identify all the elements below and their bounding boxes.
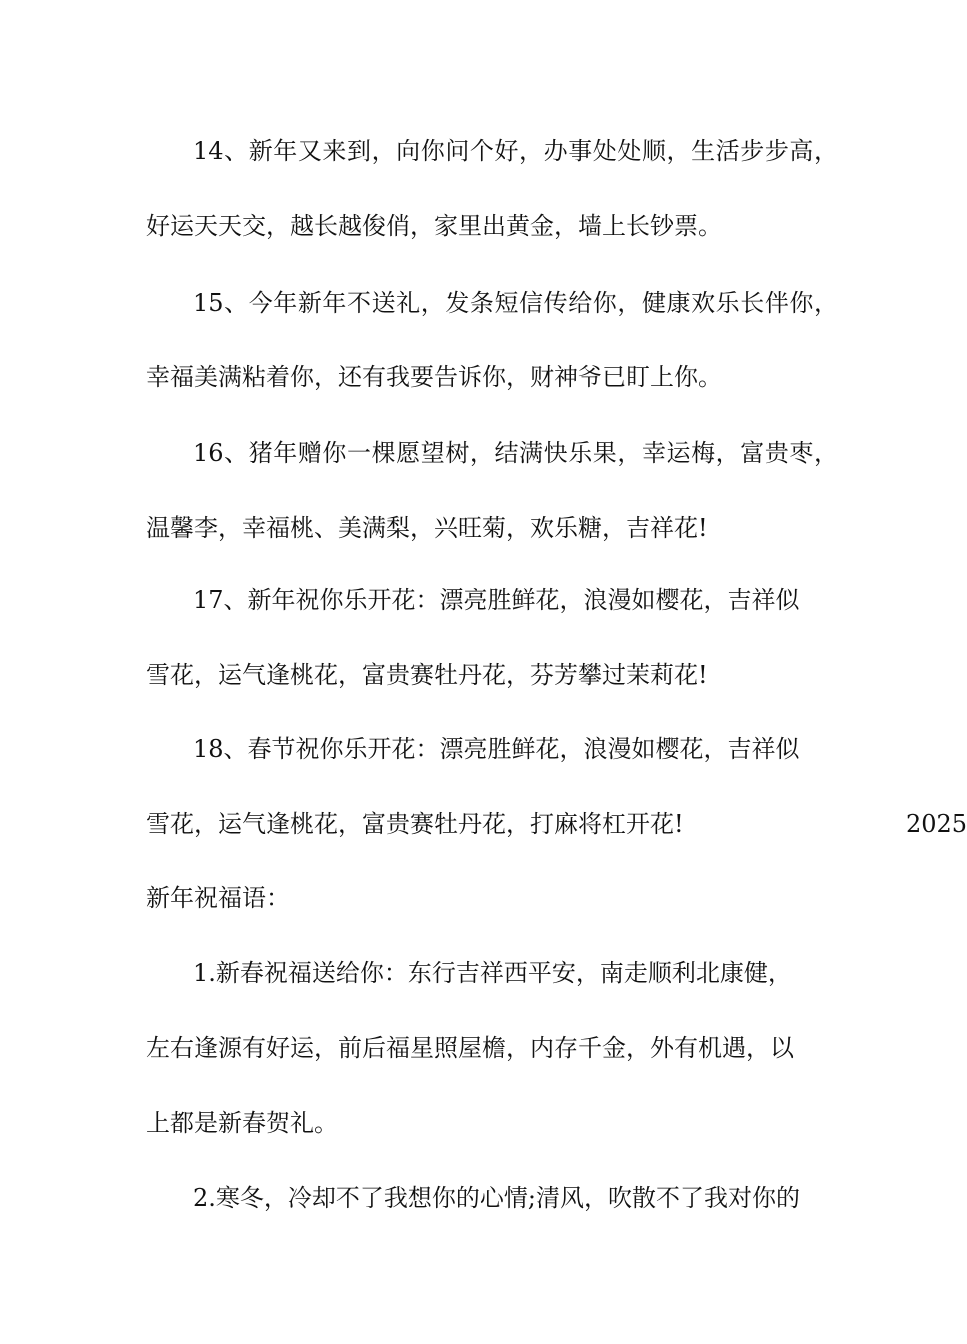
text-line-4: 幸福美满粘着你，还有我要告诉你，财神爷已盯上你。	[146, 363, 722, 391]
text-line-14: 上都是新春贺礼。	[146, 1109, 338, 1137]
text-line-10-body: 雪花，运气逢桃花，富贵赛牡丹花，打麻将杠开花!	[146, 810, 684, 838]
text-line-5: 16、猪年赠你一棵愿望树，结满快乐果，幸运梅，富贵枣，	[193, 439, 838, 467]
text-line-7: 17、新年祝你乐开花：漂亮胜鲜花，浪漫如樱花，吉祥似	[193, 586, 800, 614]
text-line-13: 左右逢源有好运，前后福星照屋檐，内存千金，外有机遇，以	[146, 1034, 794, 1062]
text-line-12: 1.新春祝福送给你：东行吉祥西平安，南走顺利北康健，	[193, 959, 792, 987]
text-line-15: 2.寒冬，冷却不了我想你的心情;清风，吹散不了我对你的	[193, 1184, 800, 1212]
text-line-1: 14、新年又来到，向你问个好，办事处处顺，生活步步高，	[193, 137, 838, 165]
text-line-11: 新年祝福语：	[146, 884, 290, 912]
text-line-9: 18、春节祝你乐开花：漂亮胜鲜花，浪漫如樱花，吉祥似	[193, 735, 800, 763]
text-line-3: 15、今年新年不送礼，发条短信传给你，健康欢乐长伴你，	[193, 289, 838, 317]
text-line-8: 雪花，运气逢桃花，富贵赛牡丹花，芬芳攀过茉莉花!	[146, 661, 708, 689]
year-number: 2025	[906, 810, 967, 838]
text-line-2: 好运天天交，越长越俊俏，家里出黄金，墙上长钞票。	[146, 212, 722, 240]
text-line-6: 温馨李，幸福桃、美满梨，兴旺菊，欢乐糖，吉祥花!	[146, 514, 708, 542]
text-line-10	[146, 804, 967, 844]
